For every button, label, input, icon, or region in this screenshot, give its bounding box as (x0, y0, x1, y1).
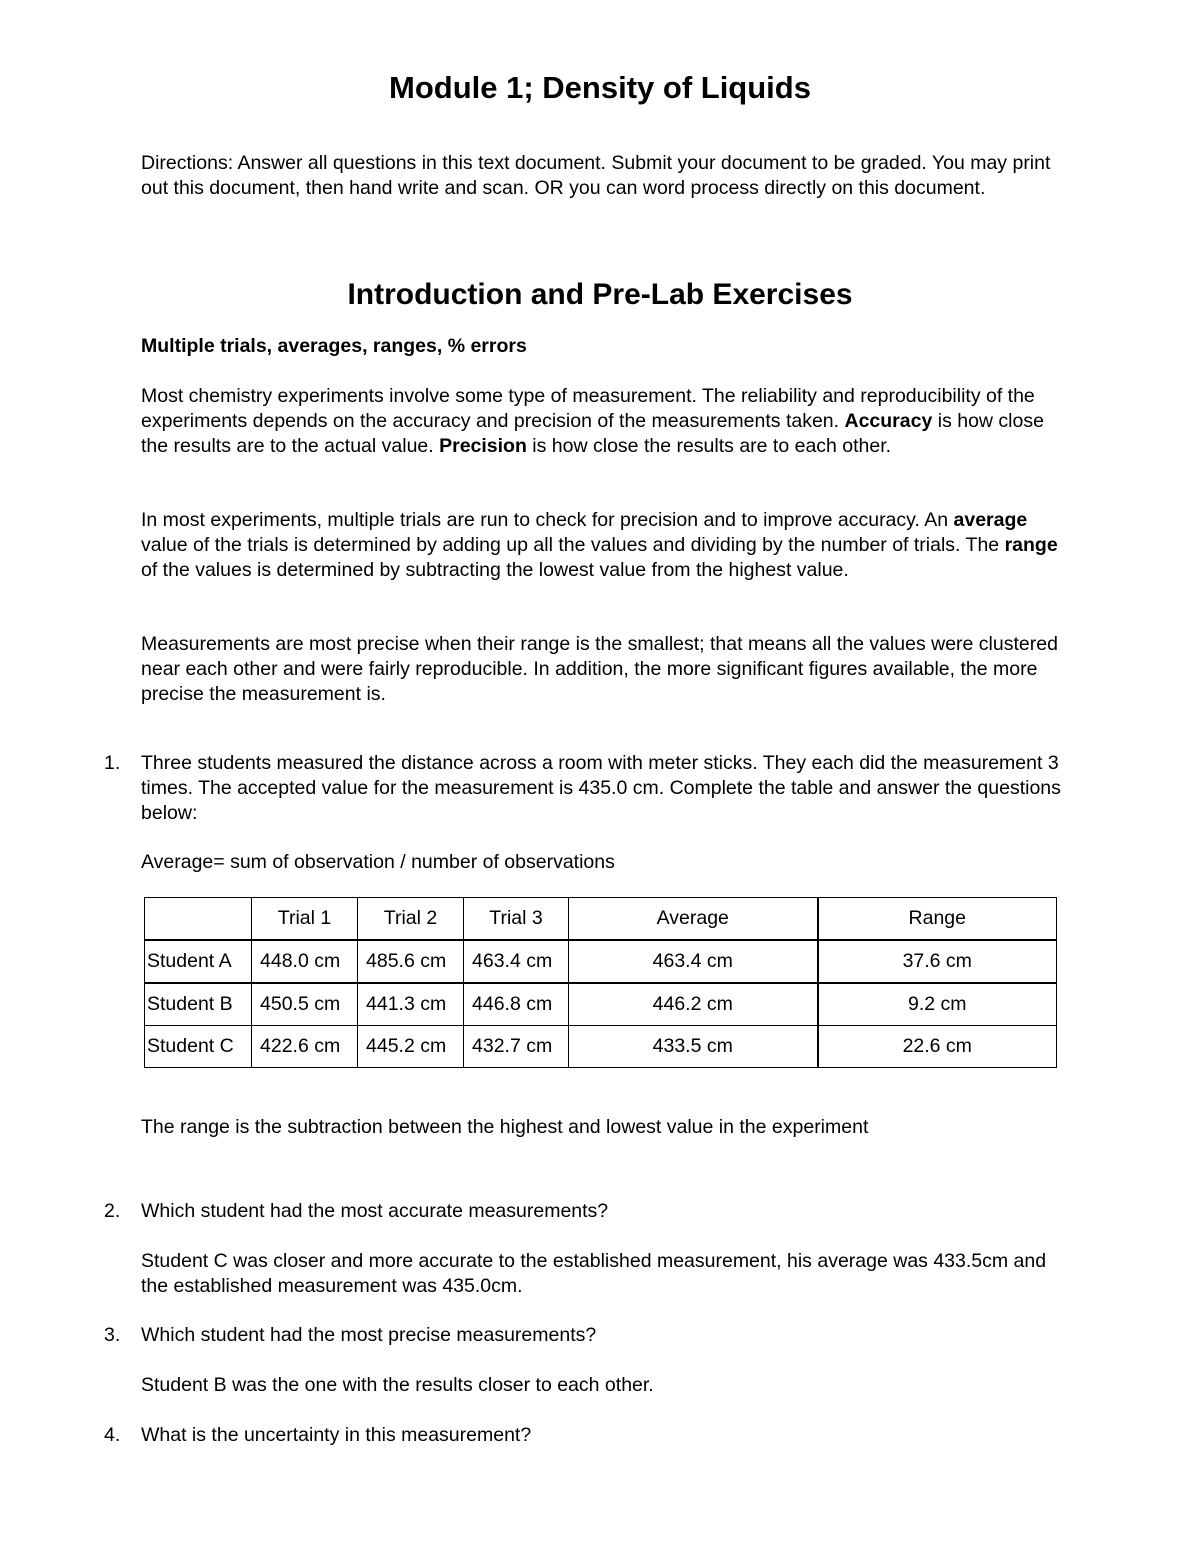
table-row (145, 983, 1057, 1026)
question-4-text: What is the uncertainty in this measurement? (141, 1424, 532, 1446)
question-number: 1. (104, 752, 121, 774)
table-cell: 446.2 cm (569, 983, 818, 1026)
table-cell: Student B (145, 983, 252, 1026)
term-average: average (953, 509, 1028, 531)
paragraph-precision-note: Measurements are most precise when their range is the smallest; that means all the values were clustered near each other and were fairly reproducible. In addition, the more significant figures available, the more precise the measurement is. (141, 633, 1058, 705)
question-2-text: Which student had the most accurate measurements? (141, 1200, 609, 1222)
p1-text-a: Most chemistry experiments involve some type of measurement. The reliability and reproducibility of the experiments depends on the accuracy and precision of the measurements taken. (141, 385, 1035, 432)
table-cell: 422.6 cm (252, 1026, 358, 1068)
table-header-cell: Trial 3 (464, 898, 569, 941)
table-cell: 37.6 cm (818, 940, 1057, 983)
paragraph-average-range (141, 508, 1071, 583)
table-header-cell: Trial 1 (252, 898, 358, 941)
table-header-cell: Average (569, 898, 818, 941)
table-cell: 432.7 cm (464, 1026, 569, 1068)
p2-text-e: of the values is determined by subtracting the lowest value from the highest value. (141, 559, 849, 581)
table-cell: 9.2 cm (818, 983, 1057, 1026)
table-header-row (145, 898, 1057, 941)
table-cell: 445.2 cm (358, 1026, 464, 1068)
table-cell: 463.4 cm (569, 940, 818, 983)
p2-text-c: value of the trials is determined by adding up all the values and dividing by the number of trials. The (141, 534, 1005, 556)
table-cell: 450.5 cm (252, 983, 358, 1026)
table-header-cell: Range (818, 898, 1057, 941)
table-cell: Student A (145, 940, 252, 983)
p2-text-a: In most experiments, multiple trials are run to check for precision and to improve accuracy. An (141, 509, 954, 531)
table-cell: Student C (145, 1026, 252, 1068)
table-cell: 463.4 cm (464, 940, 569, 983)
question-2-answer: Student C was closer and more accurate to the established measurement, his average was 433.5cm and the established measurement was 435.0cm. (141, 1250, 1047, 1297)
table-cell: 446.8 cm (464, 983, 569, 1026)
table-cell: 433.5 cm (569, 1026, 818, 1068)
question-3-text: Which student had the most precise measurements? (141, 1324, 597, 1346)
term-accuracy: Accuracy (844, 410, 933, 432)
average-formula: Average= sum of observation / number of observations (141, 851, 615, 873)
table-cell: 448.0 cm (252, 940, 358, 983)
paragraph-accuracy-precision (141, 384, 1071, 459)
question-3-answer: Student B was the one with the results closer to each other. (141, 1374, 654, 1396)
p1-text-e: is how close the results are to each other. (526, 435, 892, 457)
table-cell: 441.3 cm (358, 983, 464, 1026)
directions-text: Directions: Answer all questions in this text document. Submit your document to be graded. You may print out this document, then hand write and scan. OR you can word process directly on this document. (141, 152, 1051, 199)
table-header-cell (145, 898, 252, 941)
question-1-text: Three students measured the distance across a room with meter sticks. They each did the measurement 3 times. The accepted value for the measurement is 435.0 cm. Complete the table and answer the questions below: (141, 752, 1061, 824)
table-header-cell: Trial 2 (358, 898, 464, 941)
measurements-table (144, 897, 1057, 1068)
question-number: 2. (104, 1200, 121, 1222)
range-note: The range is the subtraction between the highest and lowest value in the experiment (141, 1116, 869, 1138)
question-number: 3. (104, 1324, 121, 1346)
question-number: 4. (104, 1424, 121, 1446)
table-cell: 22.6 cm (818, 1026, 1057, 1068)
term-precision: Precision (439, 435, 527, 457)
section-title: Introduction and Pre-Lab Exercises (347, 278, 853, 311)
table-row (145, 1026, 1057, 1068)
p1-text-c: is how close the results are to the actual value. (141, 410, 1044, 457)
page-title: Module 1; Density of Liquids (389, 70, 811, 105)
term-range: range (1004, 534, 1058, 556)
table-row (145, 940, 1057, 983)
subheading: Multiple trials, averages, ranges, % errors (141, 335, 527, 357)
table-cell: 485.6 cm (358, 940, 464, 983)
